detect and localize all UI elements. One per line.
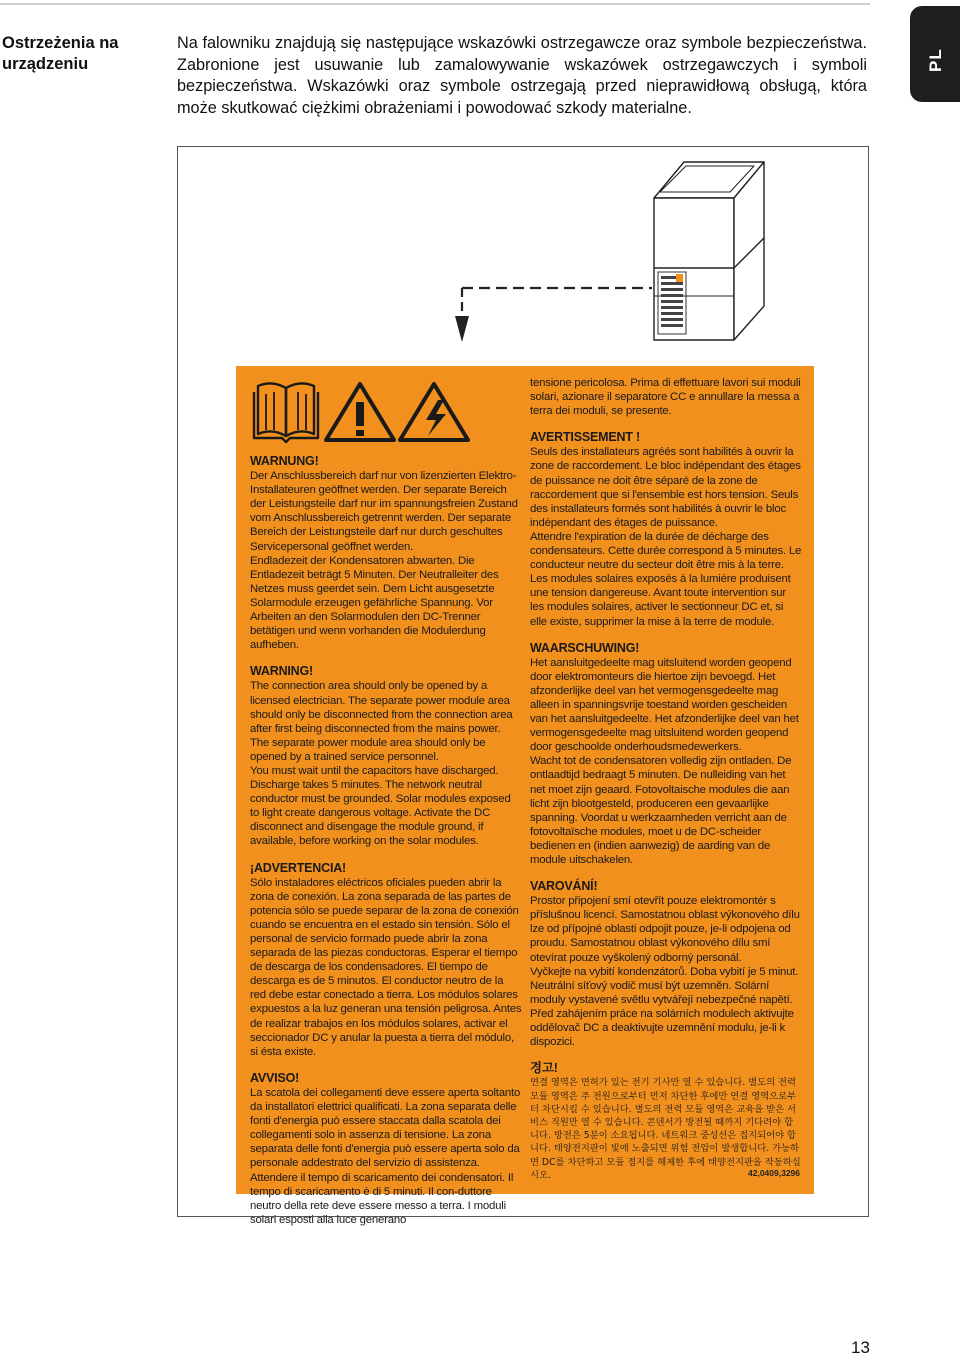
warning-text-fr: Seuls des installateurs agréés sont habilités à ouvrir la zone de raccordement. Le bloc indépendant des étages de puissance ne doit être séparé de la zone de raccordement que si l'ensemble est hors tension. Seuls des installateurs formés sont habilités à ouvrir le bloc indépendant des étages de puissance. Attendre l'expiration de la durée de décharge des condensateurs. Cette durée correspond à 5 minutes. Le conducteur neutre du secteur doit être mis à la terre. Les modules solaires exposés à la lumière produisent une tension dangereuse. Avant toute intervention sur les modules solaires, activer le sectionneur DC et, si elle existe, supprimer la mise à la terre de module. — [530, 446, 802, 628]
label-icons — [250, 378, 470, 444]
warning-title-es: ¡ADVERTENCIA! — [250, 860, 347, 875]
label-left-column — [250, 454, 522, 1227]
warning-title-it: AVVISO! — [250, 1070, 300, 1085]
warning-text-it-continued: tensione pericolosa. Prima di effettuare lavori sui moduli solari, azionare il separatore CC e annullare la messa a terra dei moduli, se presente. — [530, 377, 801, 418]
section-title: Ostrzeżenia na urządzeniu — [2, 34, 119, 73]
warning-title-en: WARNING! — [250, 664, 313, 679]
warning-text-it: La scatola dei collegamenti deve essere aperta soltanto da installatori elettrici qualificati. La zona separata delle fonti d'energia può essere staccata dalla scatola dei collegamenti solo in assenza di tensione. La zona separata delle fonti d'energia può essere aperta solo da personale addestrato del servizio di assistenza. Attendere il tempo di scaricamento dei condensatori. Il tempo di scaricamento è di 5 minuti. Il con-duttore neutro della rete deve essere messo a terra. I moduli solari esposti alla luce generano — [250, 1086, 521, 1226]
label-part-number: 42,0409,3296 — [748, 1168, 800, 1178]
high-voltage-icon — [400, 384, 468, 440]
warning-title-nl: WAARSCHUWING! — [530, 640, 640, 655]
intro-paragraph: Na falowniku znajdują się następujące wskazówki ostrzegawcze oraz symbole bezpieczeństwa. Zabronione jest usuwanie lub zamalowywanie wskazówek ostrzegawczych i symboli bezpieczeństwa. Wskazówki oraz symbole ostrzegają przed nieprawidłową obsługą, która może skutkować ciężkimi obrażeniami i powodować szkody materialne. — [177, 34, 867, 117]
label-location-arrow — [452, 284, 662, 344]
warning-exclamation-icon — [326, 384, 394, 440]
language-tab-label: PL — [926, 48, 945, 72]
warning-text-cs: Prostor připojení smí otevřít pouze elektromontér s příslušnou licencí. Samostatnou oblast výkonového dílu lze od přípojné oblasti odpojit pouze, je-li odpojena od proudu. Samostatnou oblast výkonového dílu smí otevírat pouze vyškolený odborný personál. Vyčkejte na vybití kondenzátorů. Doba vybití je 5 minut. Neutrální síťový vodič musí být uzemněn. Solární moduly vystavené světlu vytvářejí nebezpečné napětí. Před zahájením práce na solárních modulech aktivujte oddělovač DC a deaktivujte uzemnění modulu, je-li k dispozici. — [530, 895, 800, 1049]
warning-text-en: The connection area should only be opened by a licensed electrician. The separate power module area should only be disconnected from the connection area after first being disconnected from the mains power. The separate power module area should only be opened by a trained service personnel. You must wait until the capacitors have discharged. Discharge takes 5 minutes. The network neutral conductor must be grounded. Solar modules exposed to light create dangerous voltage. Activate the DC disconnect and disengage the module ground, if available, before working on the solar modules. — [250, 680, 513, 848]
label-right-column — [530, 376, 802, 1182]
book-icon — [254, 383, 318, 442]
warning-text-es: Sólo instaladores eléctricos oficiales pueden abrir la zona de conexión. La zona separada de las partes de potencia sólo se puede separar de la zona de conexión cuando se encuentra en el estado sin tensión. Sólo el personal de servicio formado puede abrir la zona separada de las piezas conductoras. Esperar el tiempo de descarga de los condensadores. El tiempo de descarga es de 5 minutos. El conductor neutro de la red debe estar conectado a tierra. Los módulos solares expuestos a la luz generan una tensión peligrosa. Antes de realizar trabajos en los módulos solares, activar el seccionador DC y anular la puesta a tierra del módulo, si ésta existe. — [250, 876, 522, 1058]
warning-text-de: Der Anschlussbereich darf nur von lizenzierten Elektro-Installateuren geöffnet werden. Der separate Bereich der Leistungsteile darf nur im spannungsfreien Zustand vom Anschlussbereich getrennt werden. Der separate Bereich der Leistungsteile darf nur durch geschultes Servicepersonal geöffnet werden. Endladezeit der Kondensatoren abwarten. Die Entladezeit beträgt 5 Minuten. Der Neutralleiter des Netzes muss geerdet sein. Dem Licht ausgesetzte Solarmodule erzeugen gefährliche Spannung. Vor Arbeiten an den Solarmodulen den DC-Trenner betätigen und wenn vorhanden die Modulerdung aufheben. — [250, 470, 518, 652]
warning-title-cs: VAROVÁNÍ! — [530, 879, 598, 894]
language-tab — [910, 6, 960, 102]
top-rule — [0, 3, 870, 5]
page-number: 13 — [851, 1338, 870, 1357]
warning-text-nl: Het aansluitgedeelte mag uitsluitend worden geopend door elektromonteurs die hiertoe zijn bevoegd. Het afzonderlijke deel van het vermogensgedeelte mag alleen in spanningsvrije toestand worden gescheiden van het aansluitgedeelte. Het afzonderlijke deel van het vermogensgedeelte mag uitsluitend worden geopend door geschoolde onderhoudsmedewerkers. Wacht tot de condensatoren volledig zijn ontladen. De ontlaadtijd bedraagt 5 minuten. De nulleiding van het net moet zijn geaard. Fotovoltaische modules die aan licht zijn blootgesteld, produceren een gevaarlijke spanning. Voordat u werkzaamheden verricht aan de fotovoltaïsche modules, moet u de DC-scheider bedienen en (indien aanwezig) de aarding van de module uitschakelen. — [530, 656, 799, 866]
warning-title-fr: AVERTISSEMENT ! — [530, 430, 640, 445]
warning-title-ko: 경고! — [530, 1061, 558, 1076]
warning-text-ko: 연결 영역은 면허가 있는 전기 기사만 열 수 있습니다. 별도의 전력 모듈 영역은 주 전원으로부터 먼저 차단한 후에만 연결 영역으로부터 차단시킬 수 있습니다. 별도의 전력 모듈 영역은 교육을 받은 서비스 직원만 열 수 있습니다. 콘덴서가 방전될 때까지 기다려야 합니다. 방전은 5분이 소요됩니다. 네트워크 중성선은 접지되어야 합니다. 태양전지판이 빛에 노출되면 위험 전압이 발생합니다. 가능하면 DC를 차단하고 모듈 접지를 해제한 후에 태양전지판을 작동하십시오. — [530, 1077, 801, 1181]
warning-title-de: WARNUNG! — [250, 454, 319, 468]
warning-label — [236, 366, 814, 1226]
inverter-illustration — [650, 156, 766, 342]
